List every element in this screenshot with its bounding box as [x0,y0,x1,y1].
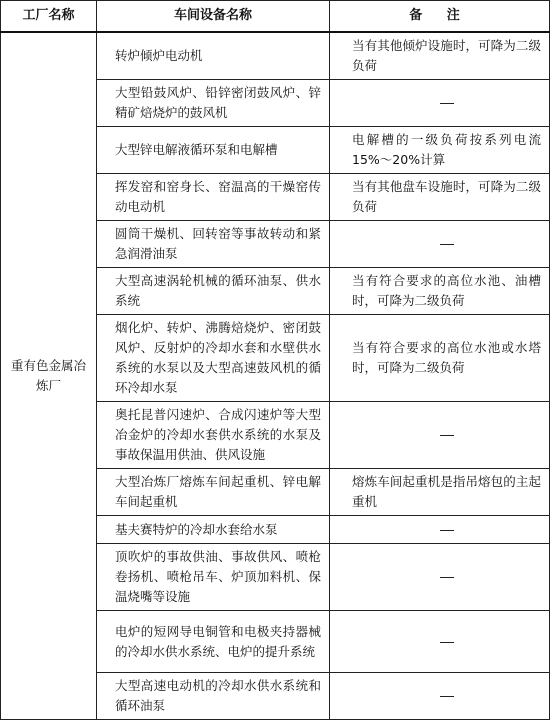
equipment-cell: 大型高速涡轮机械的循环油泵、供水系统 [97,268,330,315]
dash-mark [440,103,454,104]
equipment-cell: 顶吹炉的事故供油、事故供风、喷枪卷扬机、喷枪吊车、炉顶加料机、保温烧嘴等设施 [97,544,330,611]
equipment-cell: 挥发窑和窑身长、窑温高的干燥窑传动电动机 [97,174,330,221]
equipment-cell: 基夫赛特炉的冷却水套给水泵 [97,516,330,544]
equipment-cell: 圆筒干燥机、回转窑等事故转动和紧急润滑油泵 [97,221,330,268]
equipment-cell: 烟化炉、转炉、沸腾焙烧炉、密闭鼓风炉、反射炉的冷却水套和水壁供水系统的水泵以及大型高速鼓风机的循环冷却水泵 [97,315,330,402]
note-cell: 当有符合要求的高位水池、油槽时，可降为二级负荷 [330,268,550,315]
equipment-cell: 大型冶炼厂熔炼车间起重机、锌电解车间起重机 [97,469,330,516]
factory-name-cell: 重有色金属冶炼厂 [1,32,97,720]
table-row [1,32,550,80]
note-cell [330,673,550,720]
header-factory-name: 工厂名称 [1,1,97,33]
equipment-cell: 大型锌电解液循环泵和电解槽 [97,127,330,174]
equipment-cell: 转炉倾炉电动机 [97,32,330,80]
equipment-cell: 大型铅鼓风炉、铅锌密闭鼓风炉、锌精矿焙烧炉的鼓风机 [97,80,330,127]
note-cell: 熔炼车间起重机是指吊熔包的主起重机 [330,469,550,516]
header-note: 备 注 [330,1,550,33]
note-cell [330,80,550,127]
note-cell [330,221,550,268]
dash-mark [440,577,454,578]
note-cell: 当有符合要求的高位水池或水塔时，可降为二级负荷 [330,315,550,402]
dash-mark [440,696,454,697]
note-cell: 电解槽的一级负荷按系列电流 15%～20%计算 [330,127,550,174]
equipment-cell: 大型高速电动机的冷却水供水系统和循环油泵 [97,673,330,720]
equipment-cell: 电炉的短网导电铜管和电极夹持器械的冷却水供水系统、电炉的提升系统 [97,611,330,673]
note-cell: 当有其他倾炉设施时，可降为二级负荷 [330,32,550,80]
table-header-row [1,1,550,33]
header-equipment-name: 车间设备名称 [97,1,330,33]
dash-mark [440,435,454,436]
dash-mark [440,642,454,643]
note-cell [330,544,550,611]
note-cell [330,402,550,469]
note-cell: 当有其他盘车设施时，可降为二级负荷 [330,174,550,221]
note-cell [330,611,550,673]
dash-mark [440,530,454,531]
equipment-cell: 奥托昆普闪速炉、合成闪速炉等大型冶金炉的冷却水套供水系统的水泵及事故保温用供油、供风设施 [97,402,330,469]
dash-mark [440,244,454,245]
note-cell [330,516,550,544]
